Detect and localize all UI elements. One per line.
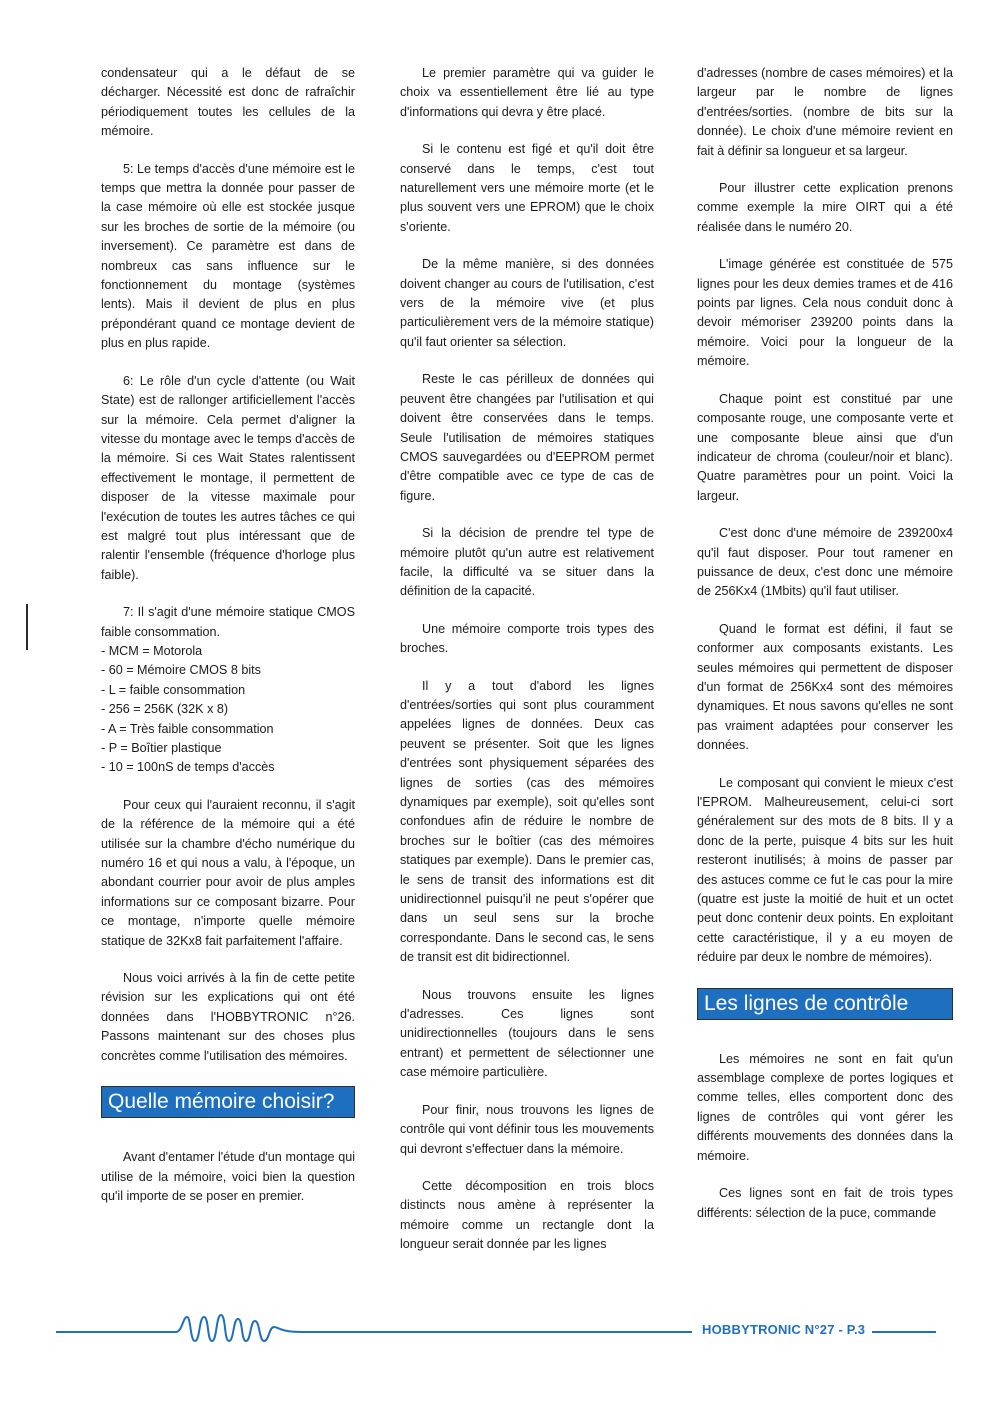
column-middle [400, 64, 654, 1273]
paragraph: 6: Le rôle d'un cycle d'attente (ou Wait State) est de rallonger artificiellement l'accès sur la mémoire. Cela permet d'aligner la vitesse du montage avec le temps d'accès de la mémoire. Si ces Wait States ralentissent effectivement le montage, il permettent de disposer de la vitesse maximale pour l'exécution de toutes les autres tâches ce qui est malgré tout plus intéressant que de ralentir l'ensemble (fréquence d'horloge plus faible). [101, 373, 355, 582]
column-right [697, 64, 953, 1241]
list-item: - L = faible consommation [101, 682, 246, 697]
paragraph: 7: Il s'agit d'une mémoire statique CMOS faible consommation. [101, 605, 355, 639]
paragraph: Le composant qui convient le mieux c'est l'EPROM. Malheureusement, celui-ci sort généralement sur des mots de 8 bits. Il y a donc de la perte, puisque 4 bits sur les huit resteront inutilisés; à moins de passer par des astuces comme ce fut le cas pour la mire (quatre est juste la moitié de huit et un octet peut donc contenir deux points. En exploitant cette caractéristique, il y a eu moyen de réduire par deux le nombre de mémoires). [697, 775, 953, 965]
margin-mark [26, 604, 28, 650]
waveform-logo-icon [174, 1311, 304, 1347]
paragraph: Pour ceux qui l'auraient reconnu, il s'agit de la référence de la mémoire qui a été utilisée sur la chambre d'écho numérique du numéro 16 et qui nous a valu, à l'époque, un abondant courrier pour avoir de plus amples informations sur ce composant bizarre. Pour ce montage, n'importe quelle mémoire statique de 32Kx8 fait parfaitement l'affaire. [101, 797, 355, 948]
reference-list [101, 642, 355, 778]
paragraph: condensateur qui a le défaut de se décharger. Nécessité est donc de rafraîchir périodiquement toutes les cellules de la mémoire. [101, 66, 355, 139]
paragraph: Quand le format est défini, il faut se conformer aux composants existants. Les seules mémoires qui permettent de disposer d'un format de 256Kx4 sont des mémoires dynamiques. Et nous savons qu'elles ne sont pas vraiment adaptées pour conserver les données. [697, 621, 953, 753]
paragraph: Ces lignes sont en fait de trois types différents: sélection de la puce, commande [697, 1186, 953, 1220]
section-heading: Les lignes de contrôle [697, 988, 953, 1020]
list-item: - P = Boîtier plastique [101, 741, 222, 755]
paragraph: Si la décision de prendre tel type de mémoire plutôt qu'un autre est relativement facile, la difficulté va se situer dans la définition de la capacité. [400, 526, 654, 599]
paragraph: Pour finir, nous trouvons les lignes de contrôle qui vont définir tous les mouvements qui devront s'effectuer dans la mémoire. [400, 1102, 654, 1156]
paragraph: Reste le cas périlleux de données qui peuvent être changées par l'utilisation et qui doivent être conservées dans le temps. Seule l'utilisation de mémoires statiques CMOS sauvegardées ou d'EEPROM permet d'être compatible avec ce type de cas de figure. [400, 372, 654, 503]
section-heading: Quelle mémoire choisir? [101, 1086, 355, 1118]
paragraph: L'image générée est constituée de 575 lignes pour les deux demies trames et de 416 points par lignes. Cela nous conduit donc à devoir mémoriser 239200 points dans la mémoire. Voici pour la longueur de la mémoire. [697, 257, 953, 369]
footer-rule-left [56, 1331, 176, 1333]
paragraph: Si le contenu est figé et qu'il doit être conservé dans le temps, c'est tout naturellement vers une mémoire morte (et le plus souvent vers une EPROM) que le choix s'oriente. [400, 142, 654, 234]
page-footer-label: HOBBYTRONIC N°27 - P.3 [702, 1322, 866, 1337]
list-item: - 10 = 100nS de temps d'accès [101, 760, 275, 775]
paragraph: Chaque point est constitué par une composante rouge, une composante verte et une composante bleue ainsi que d'un indicateur de chroma (couleur/noir et blanc). Quatre paramètres pour un point. Voici la largeur. [697, 391, 953, 503]
footer-rule-right [872, 1331, 936, 1333]
paragraph: Cette décomposition en trois blocs distincts nous amène à représenter la mémoire comme un rectangle dont la longueur serait donnée par les lignes [400, 1178, 654, 1252]
paragraph: C'est donc d'une mémoire de 239200x4 qu'il faut disposer. Pour tout ramener en puissance de deux, c'est donc une mémoire de 256Kx4 (1Mbits) qu'il faut utiliser. [697, 526, 953, 599]
paragraph: Une mémoire comporte trois types des broches. [400, 621, 654, 656]
paragraph: De la même manière, si des données doivent changer au cours de l'utilisation, c'est vers de la mémoire vive (et plus particulièrement vers de la mémoire statique) qu'il faut orienter sa sélection. [400, 257, 654, 349]
list-item: - A = Très faible consommation [101, 721, 274, 736]
paragraph: Les mémoires ne sont en fait qu'un assemblage complexe de portes logiques et comme telles, elles comportent donc des lignes de contrôles qui vont gérer les différents mouvements des données dans la mémoire. [697, 1051, 953, 1163]
footer-rule-middle [300, 1331, 692, 1333]
paragraph: Le premier paramètre qui va guider le choix va essentiellement être lié au type d'informations qui devra y être placé. [400, 66, 654, 119]
list-item: - 256 = 256K (32K x 8) [101, 702, 229, 717]
paragraph: Il y a tout d'abord les lignes d'entrées/sorties qui sont plus couramment appelées lignes de données. Deux cas peuvent se présenter. Soit que les lignes d'entrées sont physiquement séparées des lignes de sorties (cas des mémoires dynamiques par exemple), soit qu'elles sont confondues afin de réduire le nombre de broches sur le boîtier (cas des mémoires statiques par exemple). Dans le premier cas, le sens de transit des informations est dit unidirectionnel puisqu'il ne peut s'opérer que dans un seul sens sur la broche correspondante. Dans le second cas, le sens de transit est dit bidirectionnel. [400, 678, 654, 965]
list-item: - MCM = Motorola [101, 643, 203, 658]
list-item: - 60 = Mémoire CMOS 8 bits [101, 663, 261, 678]
paragraph: Avant d'entamer l'étude d'un montage qui utilise de la mémoire, voici bien la question qu'il importe de se poser en premier. [101, 1150, 355, 1203]
paragraph: Nous voici arrivés à la fin de cette petite révision sur les explications qui ont été données dans l'HOBBYTRONIC n°26. Passons maintenant sur des choses plus concrètes comme l'utilisation des mémoires. [101, 971, 355, 1063]
column-left [101, 64, 355, 1224]
paragraph: Pour illustrer cette explication prenons comme exemple la mire OIRT qui a été réalisée dans le numéro 20. [697, 181, 953, 234]
paragraph: d'adresses (nombre de cases mémoires) et la largeur par le nombre de lignes d'entrées/sorties. (nombre de bits sur la donnée). Le choix d'une mémoire revient en fait à définir sa longueur et sa largeur. [697, 66, 953, 158]
paragraph: 5: Le temps d'accès d'une mémoire est le temps que mettra la donnée pour passer de la case mémoire où elle est stockée jusque sur les broches de sortie de la mémoire (ou inversement). Ce paramètre est dans de nombreux cas sans influence sur le fonctionnement du montage (systèmes lents). Mais il devient de plus en plus prépondérant quand ce montage devient de plus en plus rapide. [101, 161, 355, 351]
paragraph: Nous trouvons ensuite les lignes d'adresses. Ces lignes sont unidirectionnelles (toujours dans le sens entrant) et permettent de sélectionner une case mémoire particulière. [400, 987, 654, 1080]
